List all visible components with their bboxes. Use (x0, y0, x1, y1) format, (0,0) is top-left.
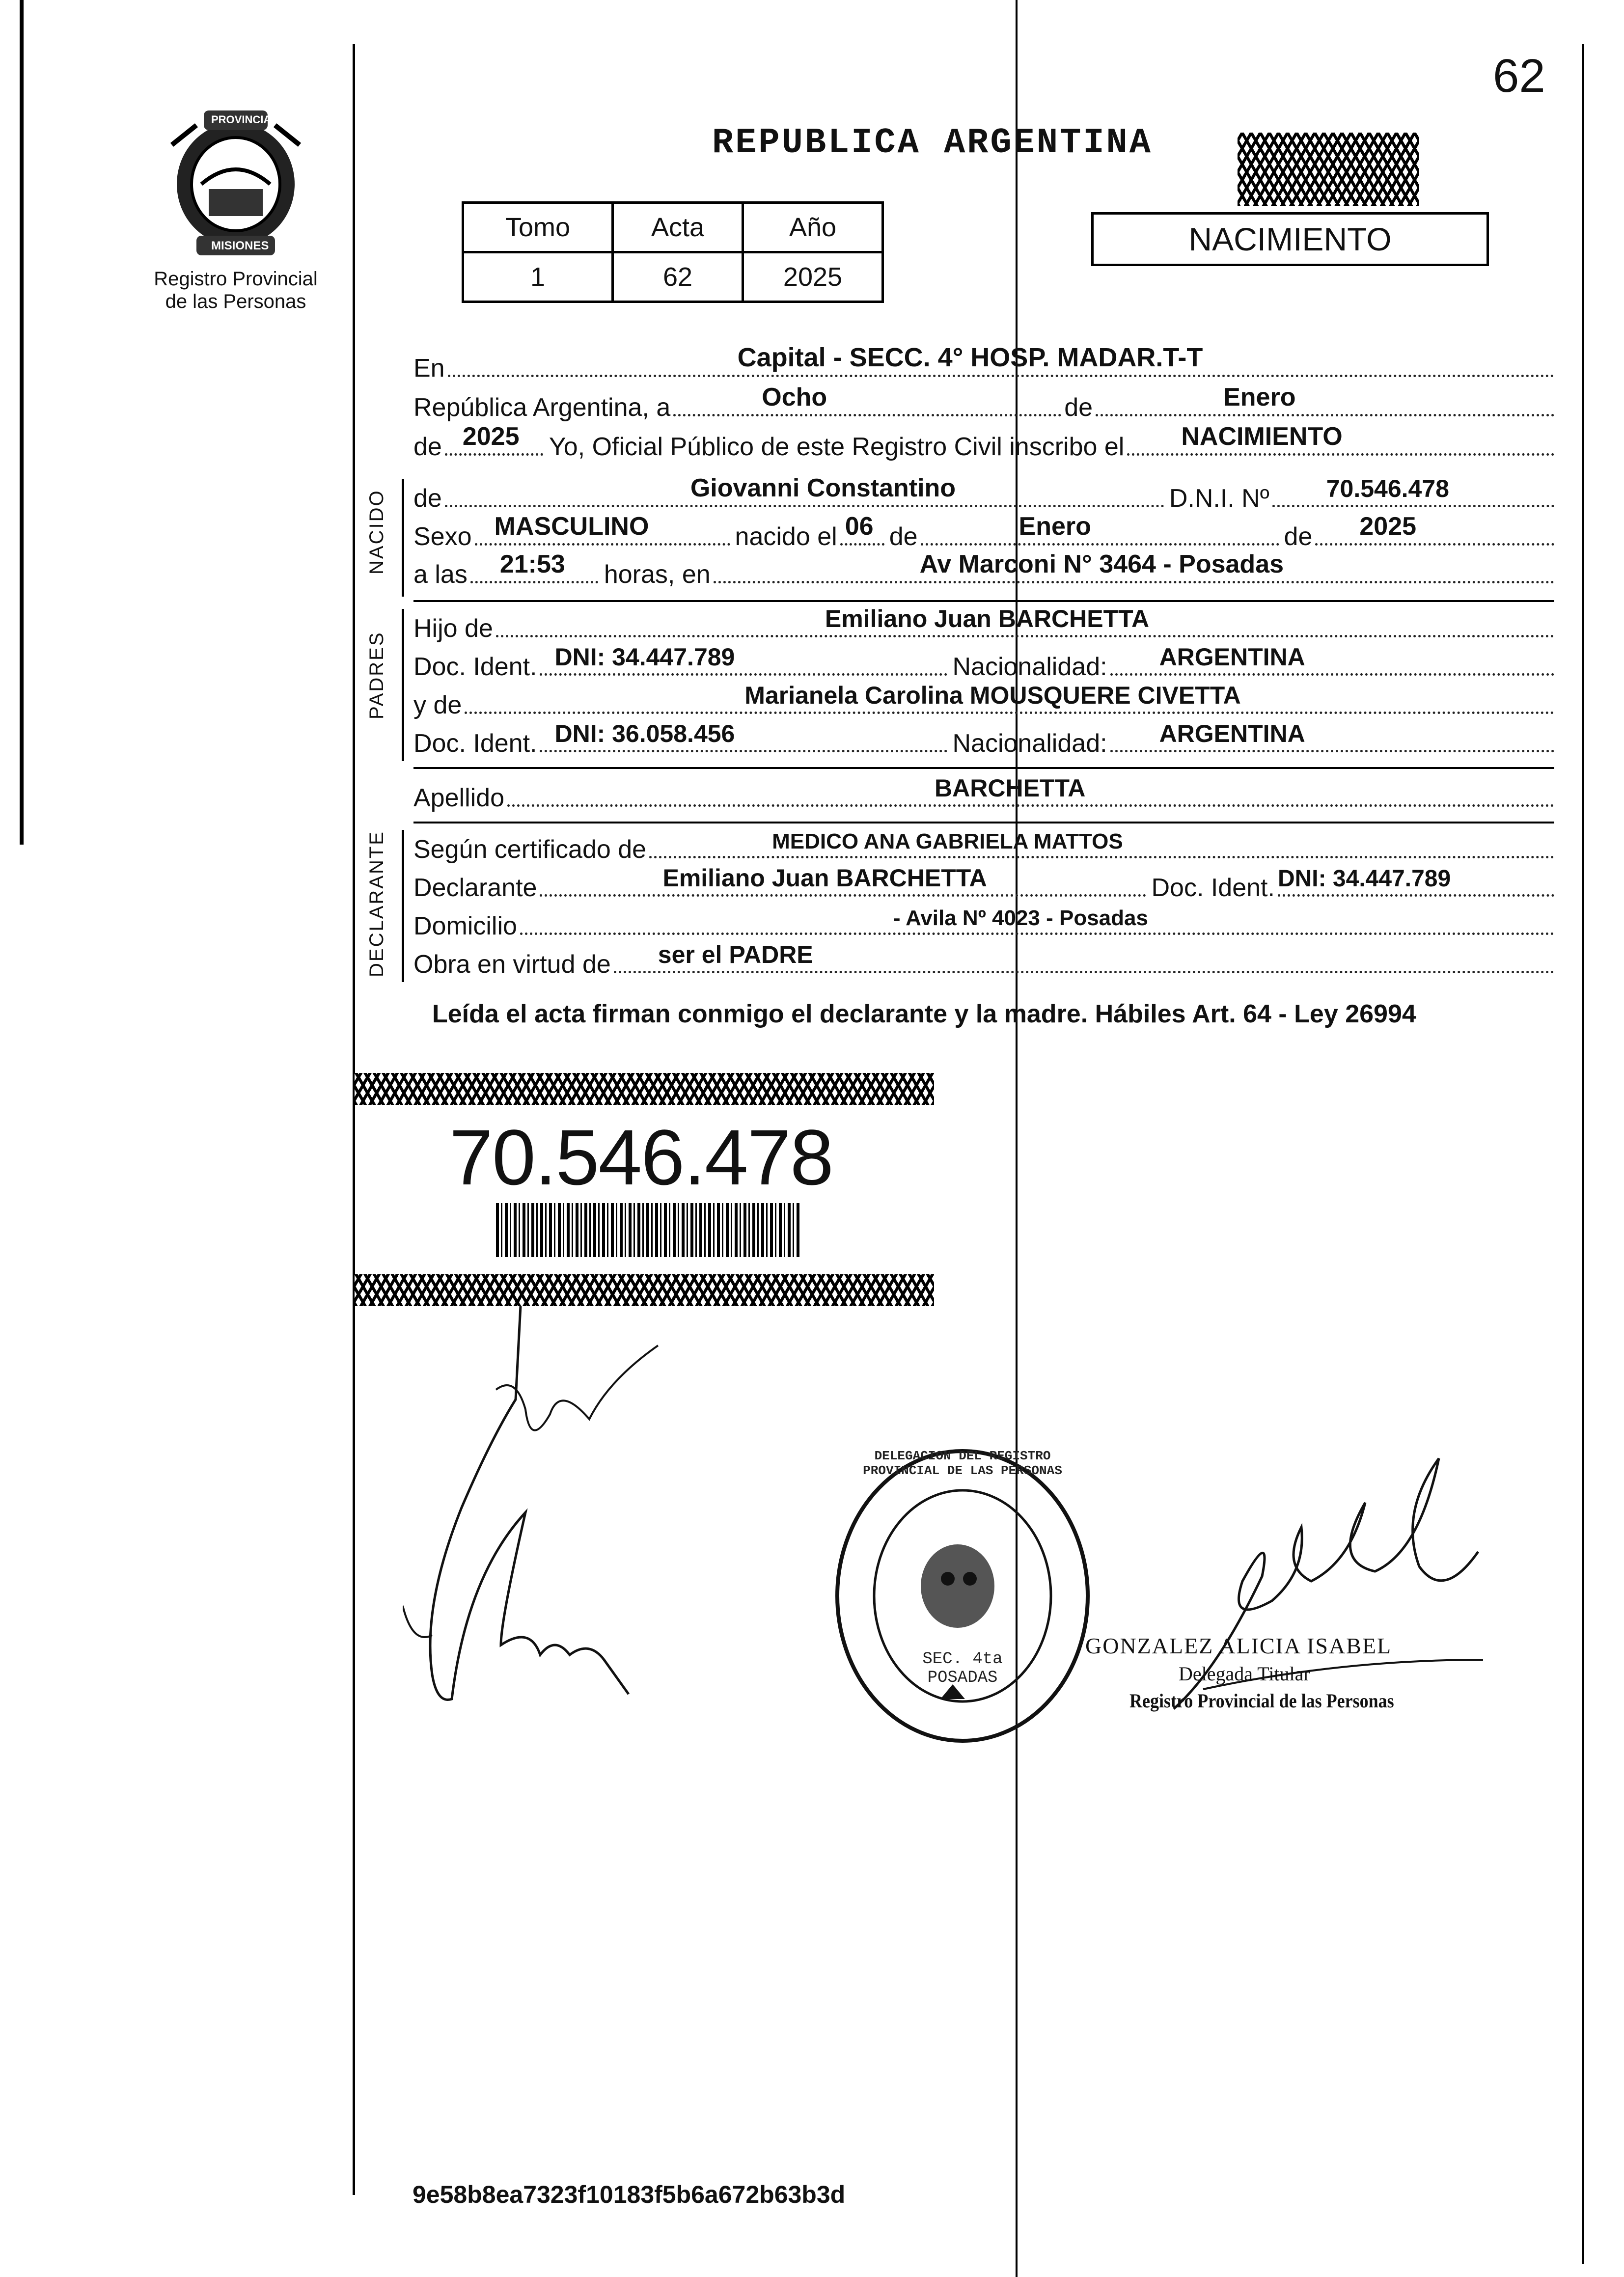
decl-doc: DNI: 34.447.789 (1277, 866, 1451, 892)
record-word-value: NACIMIENTO (1181, 422, 1343, 451)
declarant-signature (403, 1301, 678, 1743)
barcode (496, 1203, 800, 1257)
anio-value: 2025 (743, 252, 883, 302)
row-father-doc (413, 643, 1554, 682)
birth-day: 06 (845, 512, 874, 541)
official-office: Registro Provincial de las Personas (1129, 1690, 1394, 1712)
de-label: de (1064, 393, 1093, 422)
name-field (445, 474, 1164, 507)
official-title: Delegada Titular (1179, 1663, 1310, 1685)
dom-label: Domicilio (413, 912, 517, 940)
decl-doc-field (1277, 866, 1554, 897)
place-value: Capital - SECC. 4° HOSP. MADAR.T-T (737, 343, 1203, 372)
stamp-ring-text: DELEGACION DEL REGISTRO PROVINCIAL DE LAS PERSONAS (863, 1449, 1062, 1478)
closing-note: Leída el acta firman conmigo el declarante y la madre. Hábiles Art. 64 - Ley 26994 (432, 1000, 1416, 1028)
mother-nat-label: Nacionalidad: (952, 729, 1107, 758)
declarante-label: DECLARANTE (366, 830, 387, 977)
official-stamp (830, 1444, 1095, 1748)
row-declarante (413, 864, 1554, 903)
decl-doc-label: Doc. Ident. (1151, 874, 1275, 902)
birth-place-field (714, 550, 1554, 583)
nacido-bar (402, 479, 404, 597)
dom-field (520, 906, 1554, 935)
row-republica (413, 383, 1554, 422)
apellido-field (507, 774, 1554, 807)
mother-nat-field (1110, 720, 1554, 752)
nacido-de-label: de (413, 484, 442, 513)
mother-doc-label: Doc. Ident. (413, 729, 537, 758)
row-nacido-name (413, 474, 1554, 513)
acta-value: 62 (613, 252, 743, 302)
row-apellido (413, 774, 1554, 813)
id-number: 70.546.478 (449, 1113, 833, 1201)
row-hora (413, 550, 1554, 589)
seal-top-text: PROVINCIA DE (211, 113, 289, 126)
child-dni: 70.546.478 (1326, 475, 1449, 502)
father-doc-label: Doc. Ident. (413, 653, 537, 681)
day-field (673, 383, 1061, 416)
mother-doc-field (540, 720, 947, 752)
birth-month-field (921, 512, 1279, 546)
apellido-value: BARCHETTA (935, 774, 1086, 802)
divider-2 (413, 767, 1554, 769)
mother-doc: DNI: 36.058.456 (554, 720, 735, 747)
father-doc: DNI: 34.447.789 (554, 643, 735, 671)
cert-field (649, 829, 1554, 858)
apellido-label: Apellido (413, 784, 505, 812)
padres-label: PADRES (366, 631, 387, 719)
sexo-field (475, 512, 730, 546)
scan-edge-line (20, 0, 24, 845)
document-hash: 9e58b8ea7323f10183f5b6a672b63b3d (413, 2181, 846, 2208)
father-name: Emiliano Juan BARCHETTA (825, 605, 1150, 632)
sexo-value: MASCULINO (494, 512, 649, 541)
child-name: Giovanni Constantino (690, 474, 956, 502)
mother-field (465, 682, 1554, 714)
tomo-value: 1 (463, 252, 613, 302)
seal-bottom-text: MISIONES (211, 239, 269, 252)
mother-nat: ARGENTINA (1159, 720, 1305, 747)
security-hologram (1238, 133, 1419, 206)
divider-1 (413, 600, 1554, 602)
row-year (413, 422, 1554, 462)
birth-de-label-2: de (1284, 522, 1313, 551)
row-sexo (413, 512, 1554, 551)
father-nat-field (1110, 643, 1554, 676)
record-word-field (1127, 422, 1554, 456)
birth-month: Enero (1018, 512, 1091, 541)
row-obra (413, 941, 1554, 979)
birth-day-field (840, 512, 884, 546)
time-field (470, 550, 598, 583)
mother-name: Marianela Carolina MOUSQUERE CIVETTA (744, 682, 1241, 709)
acta-header: Acta (613, 203, 743, 252)
row-en (413, 343, 1554, 383)
row-mother-doc (413, 720, 1554, 758)
year-field (445, 422, 543, 456)
a-las-label: a las (413, 560, 468, 589)
birth-time: 21:53 (499, 550, 565, 578)
birth-year: 2025 (1359, 512, 1417, 541)
page-number: 62 (1493, 50, 1545, 102)
center-fold-line (1016, 0, 1018, 2277)
security-band-top (355, 1073, 934, 1105)
padres-bar (402, 609, 404, 761)
dom-value: - Avila Nº 4023 - Posadas (893, 906, 1148, 930)
father-field (496, 605, 1554, 637)
nacido-label: NACIDO (366, 489, 387, 575)
republic-label: República Argentina, a (413, 393, 671, 422)
row-father (413, 605, 1554, 643)
declarante-bar (402, 830, 404, 982)
yde-label: y de (413, 691, 462, 719)
place-field (448, 343, 1554, 377)
birth-year-field (1315, 512, 1554, 546)
month-value: Enero (1223, 383, 1296, 412)
birth-place: Av Marconi N° 3464 - Posadas (919, 550, 1284, 578)
right-margin-line (1582, 44, 1584, 2264)
province-seal (157, 110, 314, 258)
country-title: REPUBLICA ARGENTINA (712, 123, 1153, 163)
sexo-label: Sexo (413, 522, 472, 551)
obra-field (614, 941, 1554, 973)
anio-header: Año (743, 203, 883, 252)
record-type-box: NACIMIENTO (1091, 212, 1489, 266)
day-value: Ocho (762, 383, 827, 412)
stamp-inner-text: SEC. 4ta POSADAS (922, 1650, 1003, 1687)
decl-label: Declarante (413, 874, 537, 902)
cert-label: Según certificado de (413, 835, 647, 864)
nacido-el-label: nacido el (735, 522, 837, 551)
decl-field (540, 864, 1146, 897)
cert-value: MEDICO ANA GABRIELA MATTOS (772, 829, 1123, 853)
official-name: GONZALEZ ALICIA ISABEL (1085, 1633, 1392, 1658)
dni-field (1272, 475, 1554, 507)
obra-label: Obra en virtud de (413, 950, 611, 979)
registry-label: Registro Provincial de las Personas (154, 268, 318, 312)
row-cert (413, 829, 1554, 864)
yo-text: Yo, Oficial Público de este Registro Civil inscribo el (549, 433, 1125, 461)
obra-value: ser el PADRE (658, 941, 813, 968)
row-mother (413, 682, 1554, 720)
year-value: 2025 (462, 422, 520, 451)
divider-3 (413, 822, 1554, 823)
de-year-label: de (413, 433, 442, 461)
row-domicilio (413, 906, 1554, 941)
hijo-label: Hijo de (413, 614, 493, 643)
left-margin-line (353, 44, 355, 2195)
father-doc-field (540, 643, 947, 676)
en-label: En (413, 354, 445, 383)
month-field (1096, 383, 1554, 416)
record-table (462, 201, 884, 303)
dni-label: D.N.I. Nº (1169, 484, 1269, 513)
horas-label: horas, en (604, 560, 711, 589)
decl-value: Emiliano Juan BARCHETTA (662, 864, 987, 892)
birth-de-label: de (889, 522, 918, 551)
father-nat: ARGENTINA (1159, 643, 1305, 671)
tomo-header: Tomo (463, 203, 613, 252)
father-nat-label: Nacionalidad: (952, 653, 1107, 681)
